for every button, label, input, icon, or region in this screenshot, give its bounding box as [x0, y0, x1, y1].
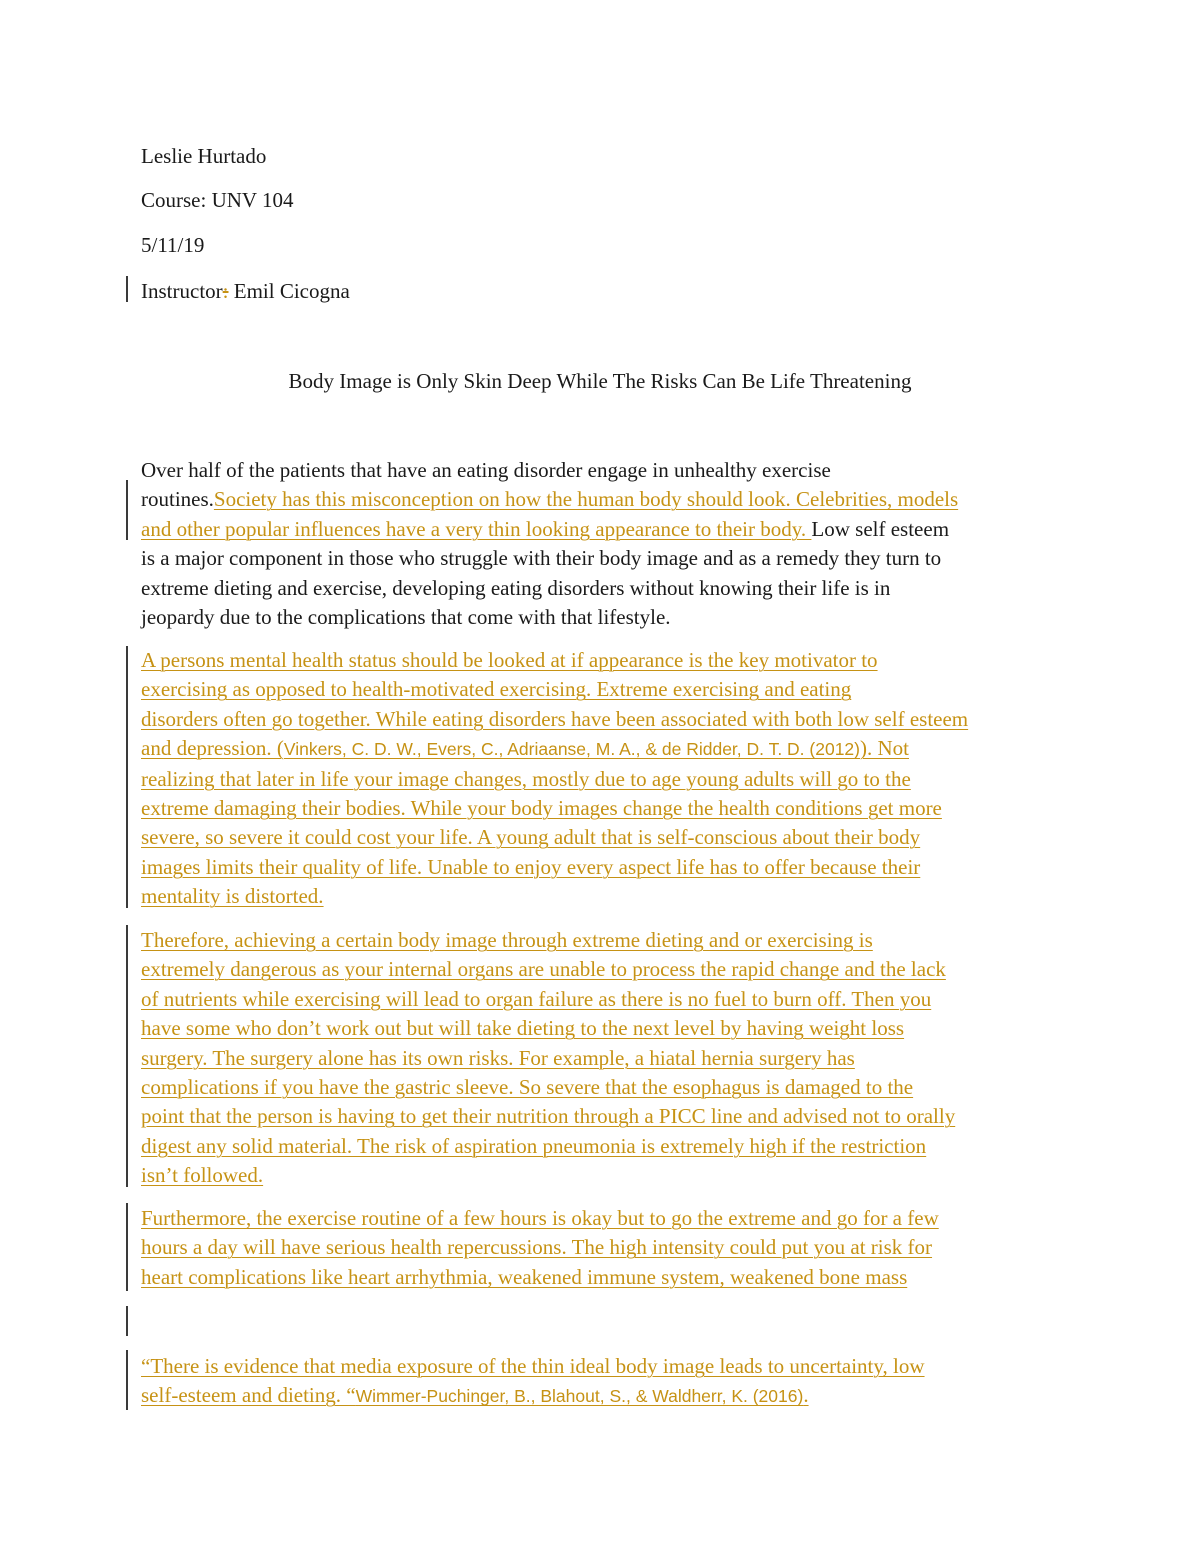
- change-bar: [126, 480, 128, 540]
- paragraph-line: “There is evidence that media exposure of the thin ideal body image leads to uncertainty, low: [141, 1354, 925, 1378]
- change-bar: [126, 1306, 128, 1336]
- paragraph-line: point that the person is having to get their nutrition through a PICC line and advised not to orally: [141, 1104, 956, 1129]
- paragraph-line: severe, so severe it could cost your life. A young adult that is self-conscious about their body: [141, 825, 921, 850]
- paragraph-line: images limits their quality of life. Unable to enjoy every aspect life has to offer because their: [141, 854, 921, 879]
- inserted-text: .: [803, 1383, 809, 1408]
- paragraph-line: Over half of the patients that have an eating disorder engage in unhealthy exercise: [141, 458, 831, 482]
- paragraph-line: extreme damaging their bodies. While your body images change the health conditions get more: [141, 796, 942, 821]
- quote-paragraph: [141, 1352, 1061, 1412]
- paragraph-line: jeopardy due to the complications that come with that lifestyle.: [141, 605, 671, 630]
- essay-title: Body Image is Only Skin Deep While The Risks Can Be Life Threatening: [288, 369, 912, 393]
- inserted-text: Society has this misconception on how the human body should look. Celebrities, models: [213, 487, 959, 512]
- deleted-colon: :: [222, 279, 229, 303]
- instructor-name: Emil Cicogna: [228, 279, 350, 303]
- paragraph-line: [141, 1381, 1061, 1411]
- date-line: 5/11/19: [141, 233, 205, 257]
- inserted-text: ). Not: [860, 736, 909, 761]
- citation: Vinkers, C. D. W., Evers, C., Adriaanse, M. A., & de Ridder, D. T. D. (2012): [283, 739, 860, 760]
- paragraph-line: heart complications like heart arrhythmia, weakened immune system, weakened bone mass: [141, 1264, 908, 1289]
- paragraph-line: A persons mental health status should be looked at if appearance is the key motivator to: [141, 648, 878, 672]
- course-line: Course: UNV 104: [141, 188, 294, 212]
- inserted-text: and other popular influences have a very thin looking appearance to their body.: [141, 516, 812, 541]
- paragraph-line: exercising as opposed to health-motivated exercising. Extreme exercising and eating: [141, 677, 852, 702]
- plain-text: routines.: [141, 487, 214, 512]
- paragraph-line: hours a day will have serious health repercussions. The high intensity could put you at risk for: [141, 1235, 933, 1260]
- instructor-line: [141, 278, 350, 304]
- change-bar: [126, 646, 128, 908]
- paragraph-2: [141, 646, 1061, 912]
- change-bar: [126, 1203, 128, 1291]
- paragraph-line: have some who don’t work out but will take dieting to the next level by having weight loss: [141, 1016, 905, 1041]
- paragraph-line: Furthermore, the exercise routine of a few hours is okay but to go the extreme and go for a few: [141, 1206, 939, 1230]
- paragraph-line: [141, 734, 1061, 764]
- author-name: Leslie Hurtado: [141, 144, 267, 168]
- inserted-text: and depression. (: [141, 736, 284, 761]
- paragraph-line: extremely dangerous as your internal organs are unable to process the rapid change and the lack: [141, 957, 946, 982]
- paragraph-line: [141, 515, 1061, 544]
- paragraph-1: [141, 456, 1061, 632]
- citation: Wimmer-Puchinger, B., Blahout, S., & Waldherr, K. (2016): [355, 1386, 804, 1407]
- instructor-label: Instructor: [141, 279, 223, 303]
- change-bar: [126, 925, 128, 1187]
- change-bar: [126, 1350, 128, 1410]
- change-bar: [126, 276, 128, 302]
- paragraph-line: is a major component in those who struggle with their body image and as a remedy they turn to: [141, 546, 942, 571]
- paragraph-line: digest any solid material. The risk of aspiration pneumonia is extremely high if the restriction: [141, 1133, 927, 1158]
- paragraph-line: [141, 485, 1061, 514]
- inserted-text: self-esteem and dieting. “: [141, 1383, 356, 1408]
- paragraph-3: [141, 926, 1061, 1191]
- paragraph-line: of nutrients while exercising will lead to organ failure as there is no fuel to burn off. Then you: [141, 986, 932, 1011]
- paragraph-line: complications if you have the gastric sleeve. So severe that the esophagus is damaged to the: [141, 1075, 914, 1100]
- paragraph-4: [141, 1204, 1061, 1292]
- plain-text: Low self esteem: [811, 516, 950, 541]
- paragraph-line: Therefore, achieving a certain body image through extreme dieting and or exercising is: [141, 928, 873, 952]
- paragraph-line: isn’t followed.: [141, 1163, 264, 1188]
- paragraph-line: disorders often go together. While eating disorders have been associated with both low self esteem: [141, 706, 969, 731]
- paragraph-line: extreme dieting and exercise, developing eating disorders without knowing their life is in: [141, 575, 891, 600]
- paragraph-line: mentality is distorted.: [141, 884, 324, 909]
- paragraph-line: surgery. The surgery alone has its own risks. For example, a hiatal hernia surgery has: [141, 1045, 855, 1070]
- paragraph-line: realizing that later in life your image changes, mostly due to age young adults will go to the: [141, 766, 911, 791]
